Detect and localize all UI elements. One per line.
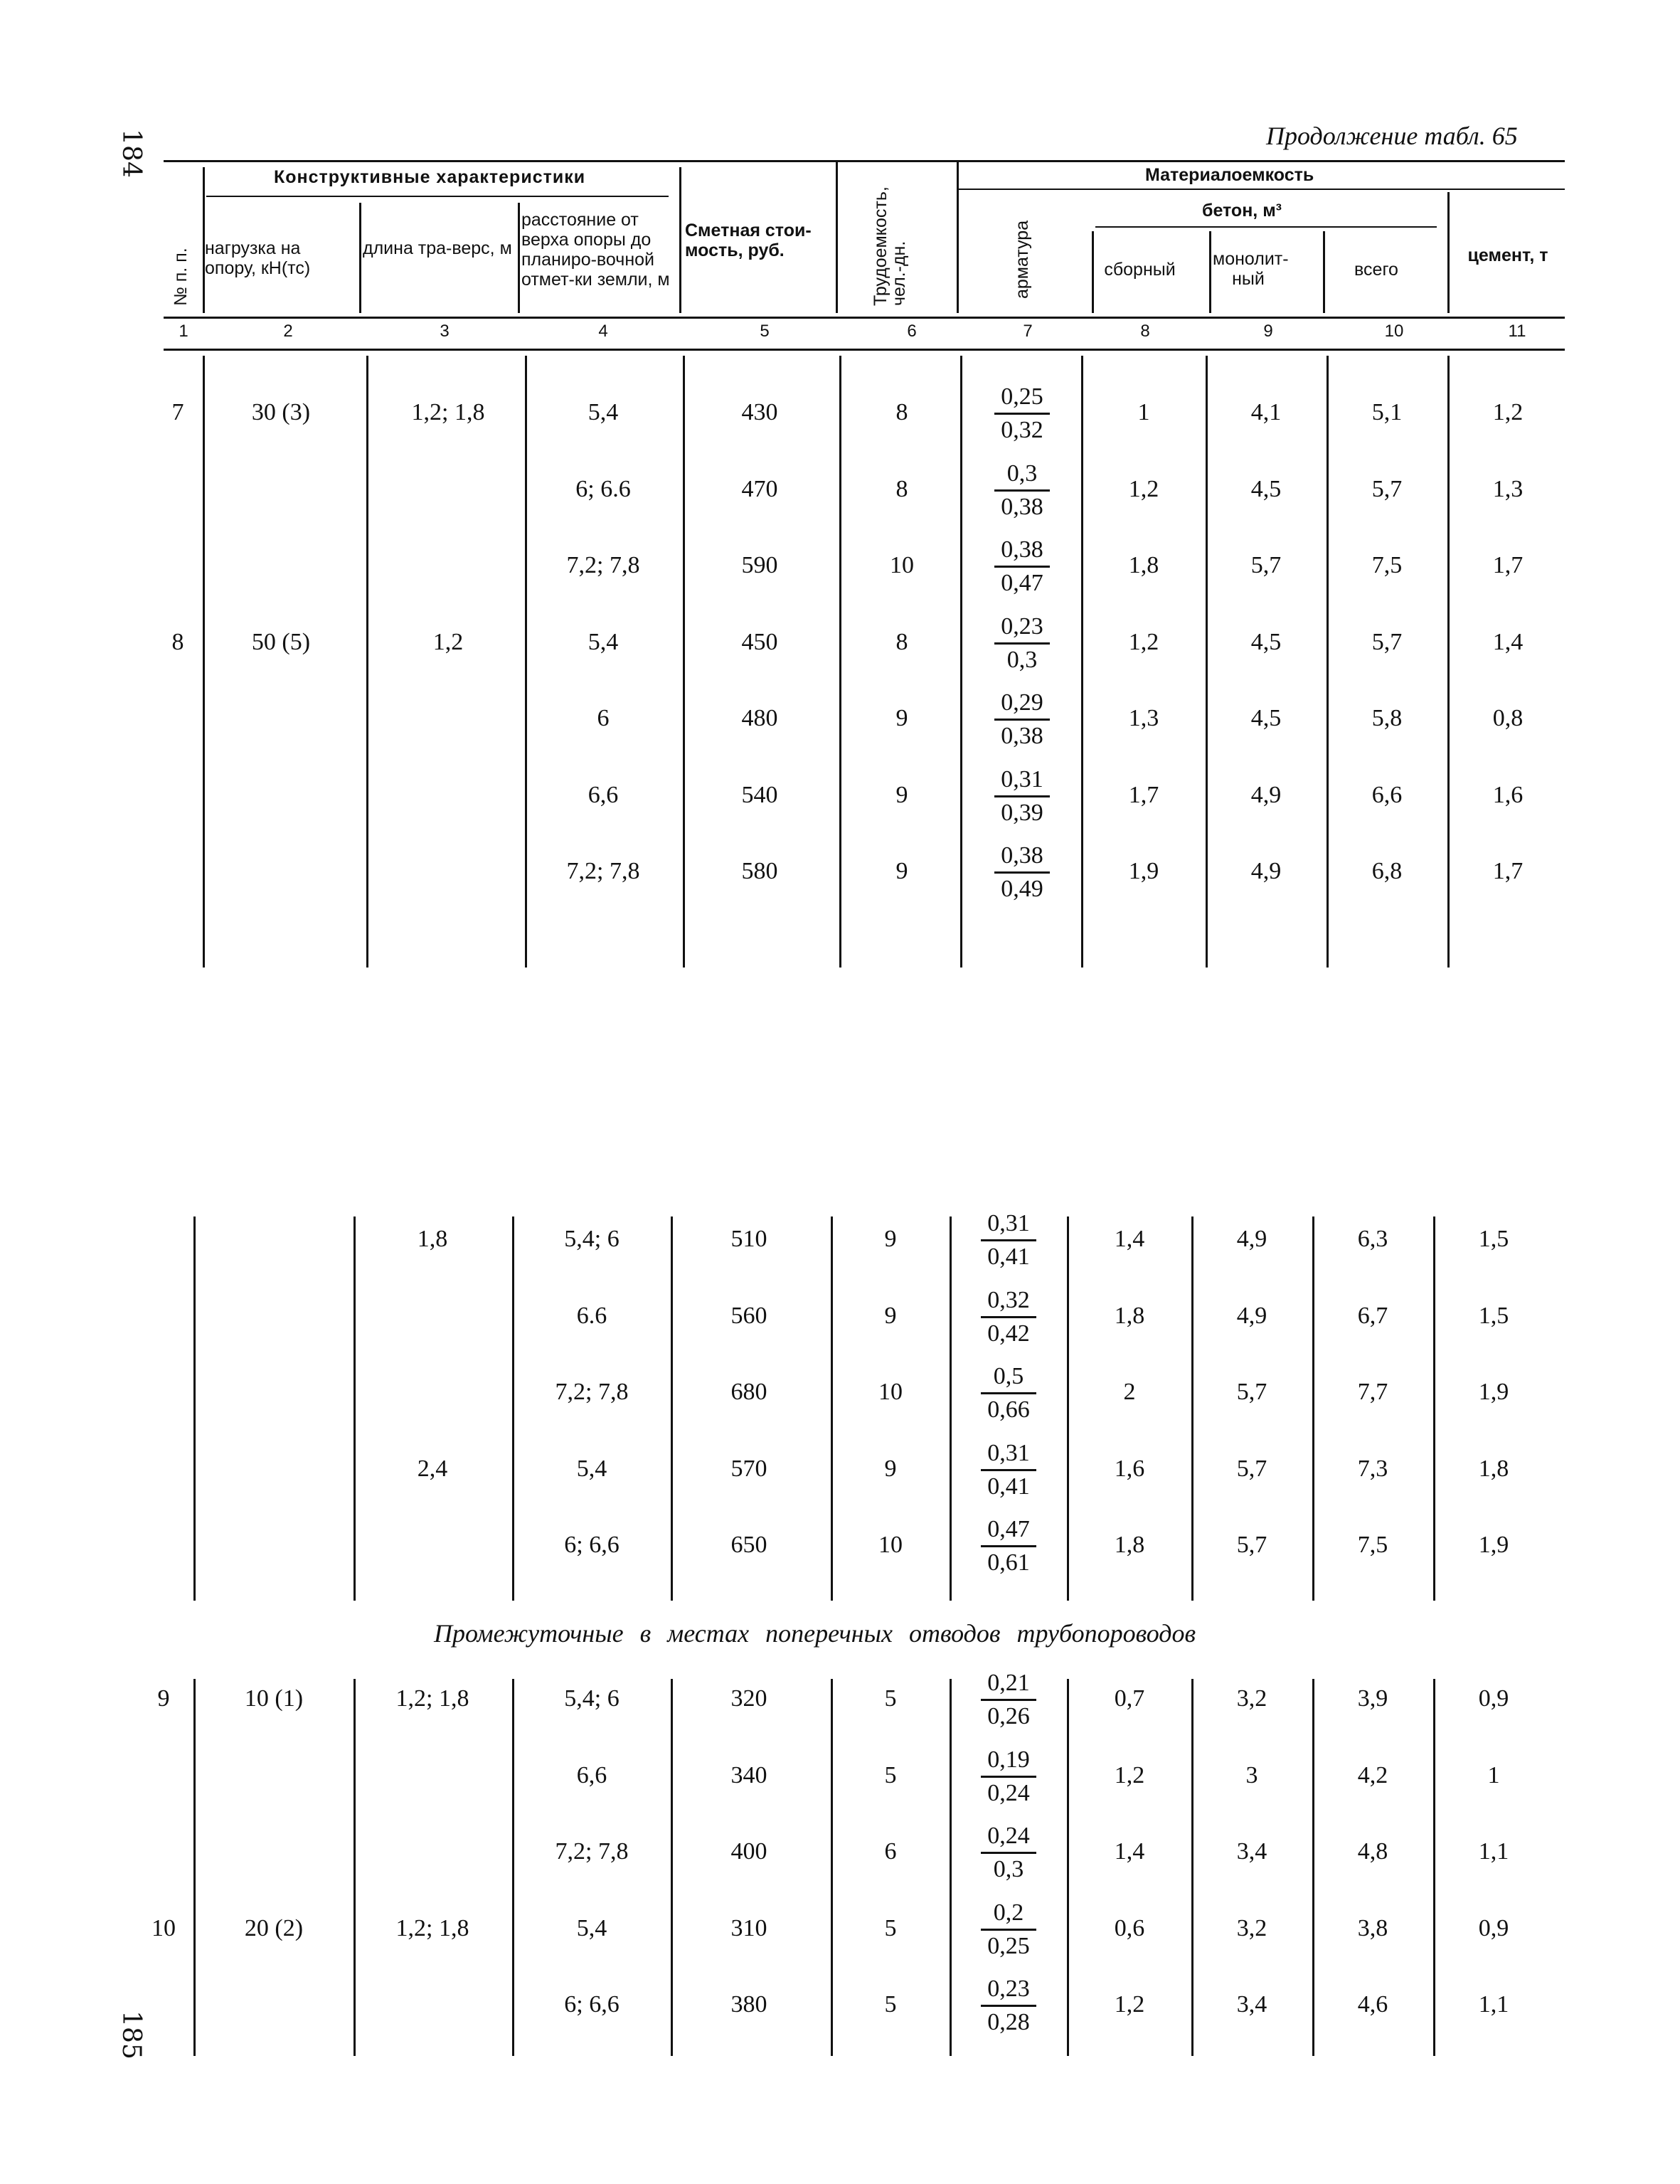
header-length: длина тра-верс, м: [363, 238, 512, 258]
labor-value: 9: [895, 858, 908, 884]
total-value: 5,7: [1371, 475, 1403, 502]
cement-value: 1,3: [1492, 475, 1524, 502]
rebar-numerator: 0,38: [994, 534, 1050, 568]
cost-value: 560: [730, 1302, 767, 1329]
rebar-denominator: 0,38: [1001, 723, 1043, 749]
rebar-numerator: 0,2: [981, 1897, 1036, 1931]
rebar-fraction: [962, 1514, 1055, 1579]
total-value: 6,7: [1357, 1302, 1388, 1329]
labor-value: 5: [884, 1685, 897, 1712]
distance-value: 6.6: [576, 1302, 607, 1329]
cement-value: 0,8: [1492, 705, 1524, 731]
rebar-fraction: [976, 381, 1068, 446]
rebar-fraction: [962, 1285, 1055, 1350]
rebar-fraction: [962, 1208, 1055, 1273]
monolithic-value: 5,7: [1236, 1532, 1267, 1558]
table-caption: Продолжение табл. 65: [1266, 122, 1518, 150]
total-value: 3,8: [1357, 1914, 1388, 1941]
rebar-denominator: 0,25: [987, 1932, 1030, 1959]
header-labor: Трудоемкость, чел.-дн.: [871, 186, 909, 306]
total-value: 7,7: [1357, 1379, 1388, 1405]
labor-value: 10: [890, 552, 914, 578]
header-precast: сборный: [1104, 260, 1176, 280]
header-monolithic: монолит-ный: [1213, 249, 1289, 289]
total-value: 4,8: [1357, 1838, 1388, 1865]
rebar-fraction: [962, 1438, 1055, 1502]
precast-value: 1,2: [1128, 475, 1159, 502]
precast-value: 1,2: [1114, 1991, 1145, 2018]
total-value: 5,8: [1371, 705, 1403, 731]
cement-value: 1,9: [1478, 1379, 1509, 1405]
rebar-fraction: [976, 458, 1068, 523]
total-value: 6,3: [1357, 1226, 1388, 1252]
rebar-numerator: 0,31: [981, 1438, 1036, 1471]
precast-value: 1,7: [1128, 781, 1159, 808]
col-num-7: 7: [1023, 322, 1033, 341]
load-value: 30 (3): [251, 399, 311, 425]
length-value: 1,2; 1,8: [395, 1685, 469, 1712]
total-value: 6,8: [1371, 858, 1403, 884]
precast-value: 1,8: [1114, 1302, 1145, 1329]
cost-value: 320: [730, 1685, 767, 1712]
total-value: 6,6: [1371, 781, 1403, 808]
rebar-denominator: 0,26: [987, 1703, 1030, 1729]
rebar-denominator: 0,28: [987, 2009, 1030, 2035]
monolithic-value: 5,7: [1236, 1455, 1267, 1482]
precast-value: 2: [1123, 1379, 1136, 1405]
distance-value: 5,4: [576, 1455, 607, 1482]
monolithic-value: 4,9: [1236, 1226, 1267, 1252]
rebar-fraction: [962, 1744, 1055, 1809]
distance-value: 5,4: [588, 399, 619, 425]
precast-value: 0,7: [1114, 1685, 1145, 1712]
rebar-numerator: 0,23: [994, 611, 1050, 645]
rebar-denominator: 0,32: [1001, 417, 1043, 443]
cost-value: 450: [741, 628, 778, 655]
monolithic-value: 4,5: [1250, 628, 1282, 655]
monolithic-value: 4,5: [1250, 475, 1282, 502]
precast-value: 1,9: [1128, 858, 1159, 884]
total-value: 4,2: [1357, 1761, 1388, 1788]
rebar-denominator: 0,66: [987, 1396, 1030, 1423]
rebar-fraction: [962, 1973, 1055, 2038]
length-value: 2,4: [417, 1455, 448, 1482]
cement-value: 0,9: [1478, 1914, 1509, 1941]
col-num-4: 4: [598, 322, 608, 341]
cement-value: 1,7: [1492, 858, 1524, 884]
header-cost: Сметная стои-мость, руб.: [685, 221, 812, 260]
cement-value: 1,9: [1478, 1532, 1509, 1558]
row-number: 10: [151, 1914, 176, 1941]
rebar-numerator: 0,47: [981, 1514, 1036, 1547]
header-group-construct: Конструктивные характеристики: [274, 167, 586, 187]
monolithic-value: 3,4: [1236, 1838, 1267, 1865]
labor-value: 9: [884, 1226, 897, 1252]
row-number: 7: [171, 399, 184, 425]
distance-value: 6: [597, 705, 610, 731]
page-number-right: 185: [116, 2010, 146, 2060]
rebar-numerator: 0,32: [981, 1285, 1036, 1318]
rebar-denominator: 0,41: [987, 1244, 1030, 1270]
cost-value: 570: [730, 1455, 767, 1482]
rebar-numerator: 0,24: [981, 1820, 1036, 1854]
total-value: 7,5: [1371, 552, 1403, 578]
distance-value: 7,2; 7,8: [555, 1379, 629, 1405]
total-value: 7,3: [1357, 1455, 1388, 1482]
labor-value: 8: [895, 475, 908, 502]
precast-value: 1,3: [1128, 705, 1159, 731]
cost-value: 380: [730, 1991, 767, 2018]
cost-value: 540: [741, 781, 778, 808]
header-load: нагрузка на опору, кН(тс): [205, 238, 311, 278]
header-cement: цемент, т: [1467, 245, 1548, 265]
cost-value: 590: [741, 552, 778, 578]
length-value: 1,8: [417, 1226, 448, 1252]
col-num-11: 11: [1508, 322, 1526, 341]
rebar-fraction: [962, 1897, 1055, 1962]
cement-value: 1,5: [1478, 1302, 1509, 1329]
monolithic-value: 3: [1245, 1761, 1258, 1788]
cement-value: 1,5: [1478, 1226, 1509, 1252]
rebar-denominator: 0,3: [993, 1856, 1024, 1882]
rebar-denominator: 0,39: [1001, 799, 1043, 826]
precast-value: 1,4: [1114, 1838, 1145, 1865]
monolithic-value: 4,5: [1250, 705, 1282, 731]
length-value: 1,2; 1,8: [395, 1914, 469, 1941]
precast-value: 1,8: [1114, 1532, 1145, 1558]
col-num-10: 10: [1384, 322, 1404, 341]
rebar-fraction: [976, 764, 1068, 829]
cost-value: 650: [730, 1532, 767, 1558]
rebar-fraction: [976, 840, 1068, 905]
header-rebar: арматура: [1012, 220, 1032, 299]
monolithic-value: 5,7: [1250, 552, 1282, 578]
labor-value: 10: [878, 1532, 903, 1558]
header-total: всего: [1354, 260, 1398, 280]
distance-value: 6,6: [588, 781, 619, 808]
rebar-denominator: 0,41: [987, 1473, 1030, 1500]
cement-value: 1,7: [1492, 552, 1524, 578]
rebar-fraction: [962, 1668, 1055, 1732]
rebar-fraction: [976, 611, 1068, 676]
distance-value: 6; 6.6: [575, 475, 631, 502]
labor-value: 9: [895, 705, 908, 731]
labor-value: 9: [884, 1302, 897, 1329]
rebar-denominator: 0,38: [1001, 493, 1043, 520]
load-value: 50 (5): [251, 628, 311, 655]
cost-value: 310: [730, 1914, 767, 1941]
cement-value: 1,1: [1478, 1838, 1509, 1865]
rebar-numerator: 0,3: [994, 458, 1050, 492]
rebar-numerator: 0,25: [994, 381, 1050, 415]
header-col-no: № п. п.: [171, 248, 191, 306]
rebar-fraction: [976, 534, 1068, 599]
rebar-numerator: 0,19: [981, 1744, 1036, 1778]
rebar-denominator: 0,3: [1006, 646, 1038, 673]
col-num-6: 6: [907, 322, 917, 341]
monolithic-value: 3,4: [1236, 1991, 1267, 2018]
col-num-3: 3: [440, 322, 450, 341]
precast-value: 0,6: [1114, 1914, 1145, 1941]
monolithic-value: 4,9: [1236, 1302, 1267, 1329]
precast-value: 1,6: [1114, 1455, 1145, 1482]
rebar-denominator: 0,47: [1001, 570, 1043, 596]
labor-value: 6: [884, 1838, 897, 1865]
cost-value: 470: [741, 475, 778, 502]
rebar-numerator: 0,31: [994, 764, 1050, 797]
distance-value: 5,4; 6: [564, 1685, 620, 1712]
col-num-2: 2: [283, 322, 293, 341]
cost-value: 480: [741, 705, 778, 731]
distance-value: 6; 6,6: [564, 1532, 620, 1558]
rebar-numerator: 0,29: [994, 687, 1050, 721]
labor-value: 5: [884, 1914, 897, 1941]
rebar-denominator: 0,61: [987, 1549, 1030, 1576]
precast-value: 1,4: [1114, 1226, 1145, 1252]
rebar-numerator: 0,21: [981, 1668, 1036, 1701]
col-num-8: 8: [1140, 322, 1150, 341]
cost-value: 680: [730, 1379, 767, 1405]
header-distance: расстояние от верха опоры до планиро-вочной отмет-ки земли, м: [521, 210, 670, 290]
total-value: 5,7: [1371, 628, 1403, 655]
distance-value: 7,2; 7,8: [555, 1838, 629, 1865]
col-num-9: 9: [1263, 322, 1273, 341]
labor-value: 8: [895, 399, 908, 425]
labor-value: 9: [884, 1455, 897, 1482]
monolithic-value: 4,9: [1250, 781, 1282, 808]
distance-value: 6,6: [576, 1761, 607, 1788]
distance-value: 5,4: [576, 1914, 607, 1941]
load-value: 10 (1): [244, 1685, 304, 1712]
cement-value: 1,8: [1478, 1455, 1509, 1482]
rebar-fraction: [962, 1361, 1055, 1426]
cost-value: 580: [741, 858, 778, 884]
cement-value: 0,9: [1478, 1685, 1509, 1712]
total-value: 7,5: [1357, 1532, 1388, 1558]
labor-value: 8: [895, 628, 908, 655]
total-value: 5,1: [1371, 399, 1403, 425]
precast-value: 1,8: [1128, 552, 1159, 578]
labor-value: 10: [878, 1379, 903, 1405]
rebar-fraction: [962, 1820, 1055, 1885]
distance-value: 5,4: [588, 628, 619, 655]
cement-value: 1,4: [1492, 628, 1524, 655]
rebar-denominator: 0,49: [1001, 876, 1043, 902]
precast-value: 1,2: [1114, 1761, 1145, 1788]
header-concrete: бетон, м³: [1202, 201, 1282, 221]
monolithic-value: 4,1: [1250, 399, 1282, 425]
monolithic-value: 5,7: [1236, 1379, 1267, 1405]
distance-value: 7,2; 7,8: [566, 858, 640, 884]
col-num-5: 5: [760, 322, 770, 341]
page-number-left: 184: [116, 129, 146, 178]
distance-value: 7,2; 7,8: [566, 552, 640, 578]
rebar-numerator: 0,23: [981, 1973, 1036, 2007]
rebar-fraction: [976, 687, 1068, 752]
load-value: 20 (2): [244, 1914, 304, 1941]
labor-value: 5: [884, 1761, 897, 1788]
cement-value: 1: [1487, 1761, 1500, 1788]
labor-value: 5: [884, 1991, 897, 2018]
cost-value: 430: [741, 399, 778, 425]
rebar-numerator: 0,5: [981, 1361, 1036, 1394]
rebar-denominator: 0,42: [987, 1320, 1030, 1347]
length-value: 1,2; 1,8: [411, 399, 485, 425]
rebar-numerator: 0,38: [994, 840, 1050, 874]
length-value: 1,2: [432, 628, 464, 655]
distance-value: 5,4; 6: [564, 1226, 620, 1252]
cement-value: 1,2: [1492, 399, 1524, 425]
col-num-1: 1: [179, 322, 188, 341]
cement-value: 1,6: [1492, 781, 1524, 808]
monolithic-value: 3,2: [1236, 1685, 1267, 1712]
labor-value: 9: [895, 781, 908, 808]
cement-value: 1,1: [1478, 1991, 1509, 2018]
monolithic-value: 4,9: [1250, 858, 1282, 884]
section-title: Промежуточные в местах поперечных отводов трубопороводов: [434, 1619, 1196, 1648]
precast-value: 1,2: [1128, 628, 1159, 655]
monolithic-value: 3,2: [1236, 1914, 1267, 1941]
precast-value: 1: [1137, 399, 1150, 425]
rebar-numerator: 0,31: [981, 1208, 1036, 1241]
rebar-denominator: 0,24: [987, 1779, 1030, 1806]
distance-value: 6; 6,6: [564, 1991, 620, 2018]
total-value: 3,9: [1357, 1685, 1388, 1712]
header-group-material: Материалоемкость: [1145, 165, 1314, 185]
cost-value: 400: [730, 1838, 767, 1865]
total-value: 4,6: [1357, 1991, 1388, 2018]
cost-value: 340: [730, 1761, 767, 1788]
row-number: 8: [171, 628, 184, 655]
cost-value: 510: [730, 1226, 767, 1252]
row-number: 9: [157, 1685, 170, 1712]
